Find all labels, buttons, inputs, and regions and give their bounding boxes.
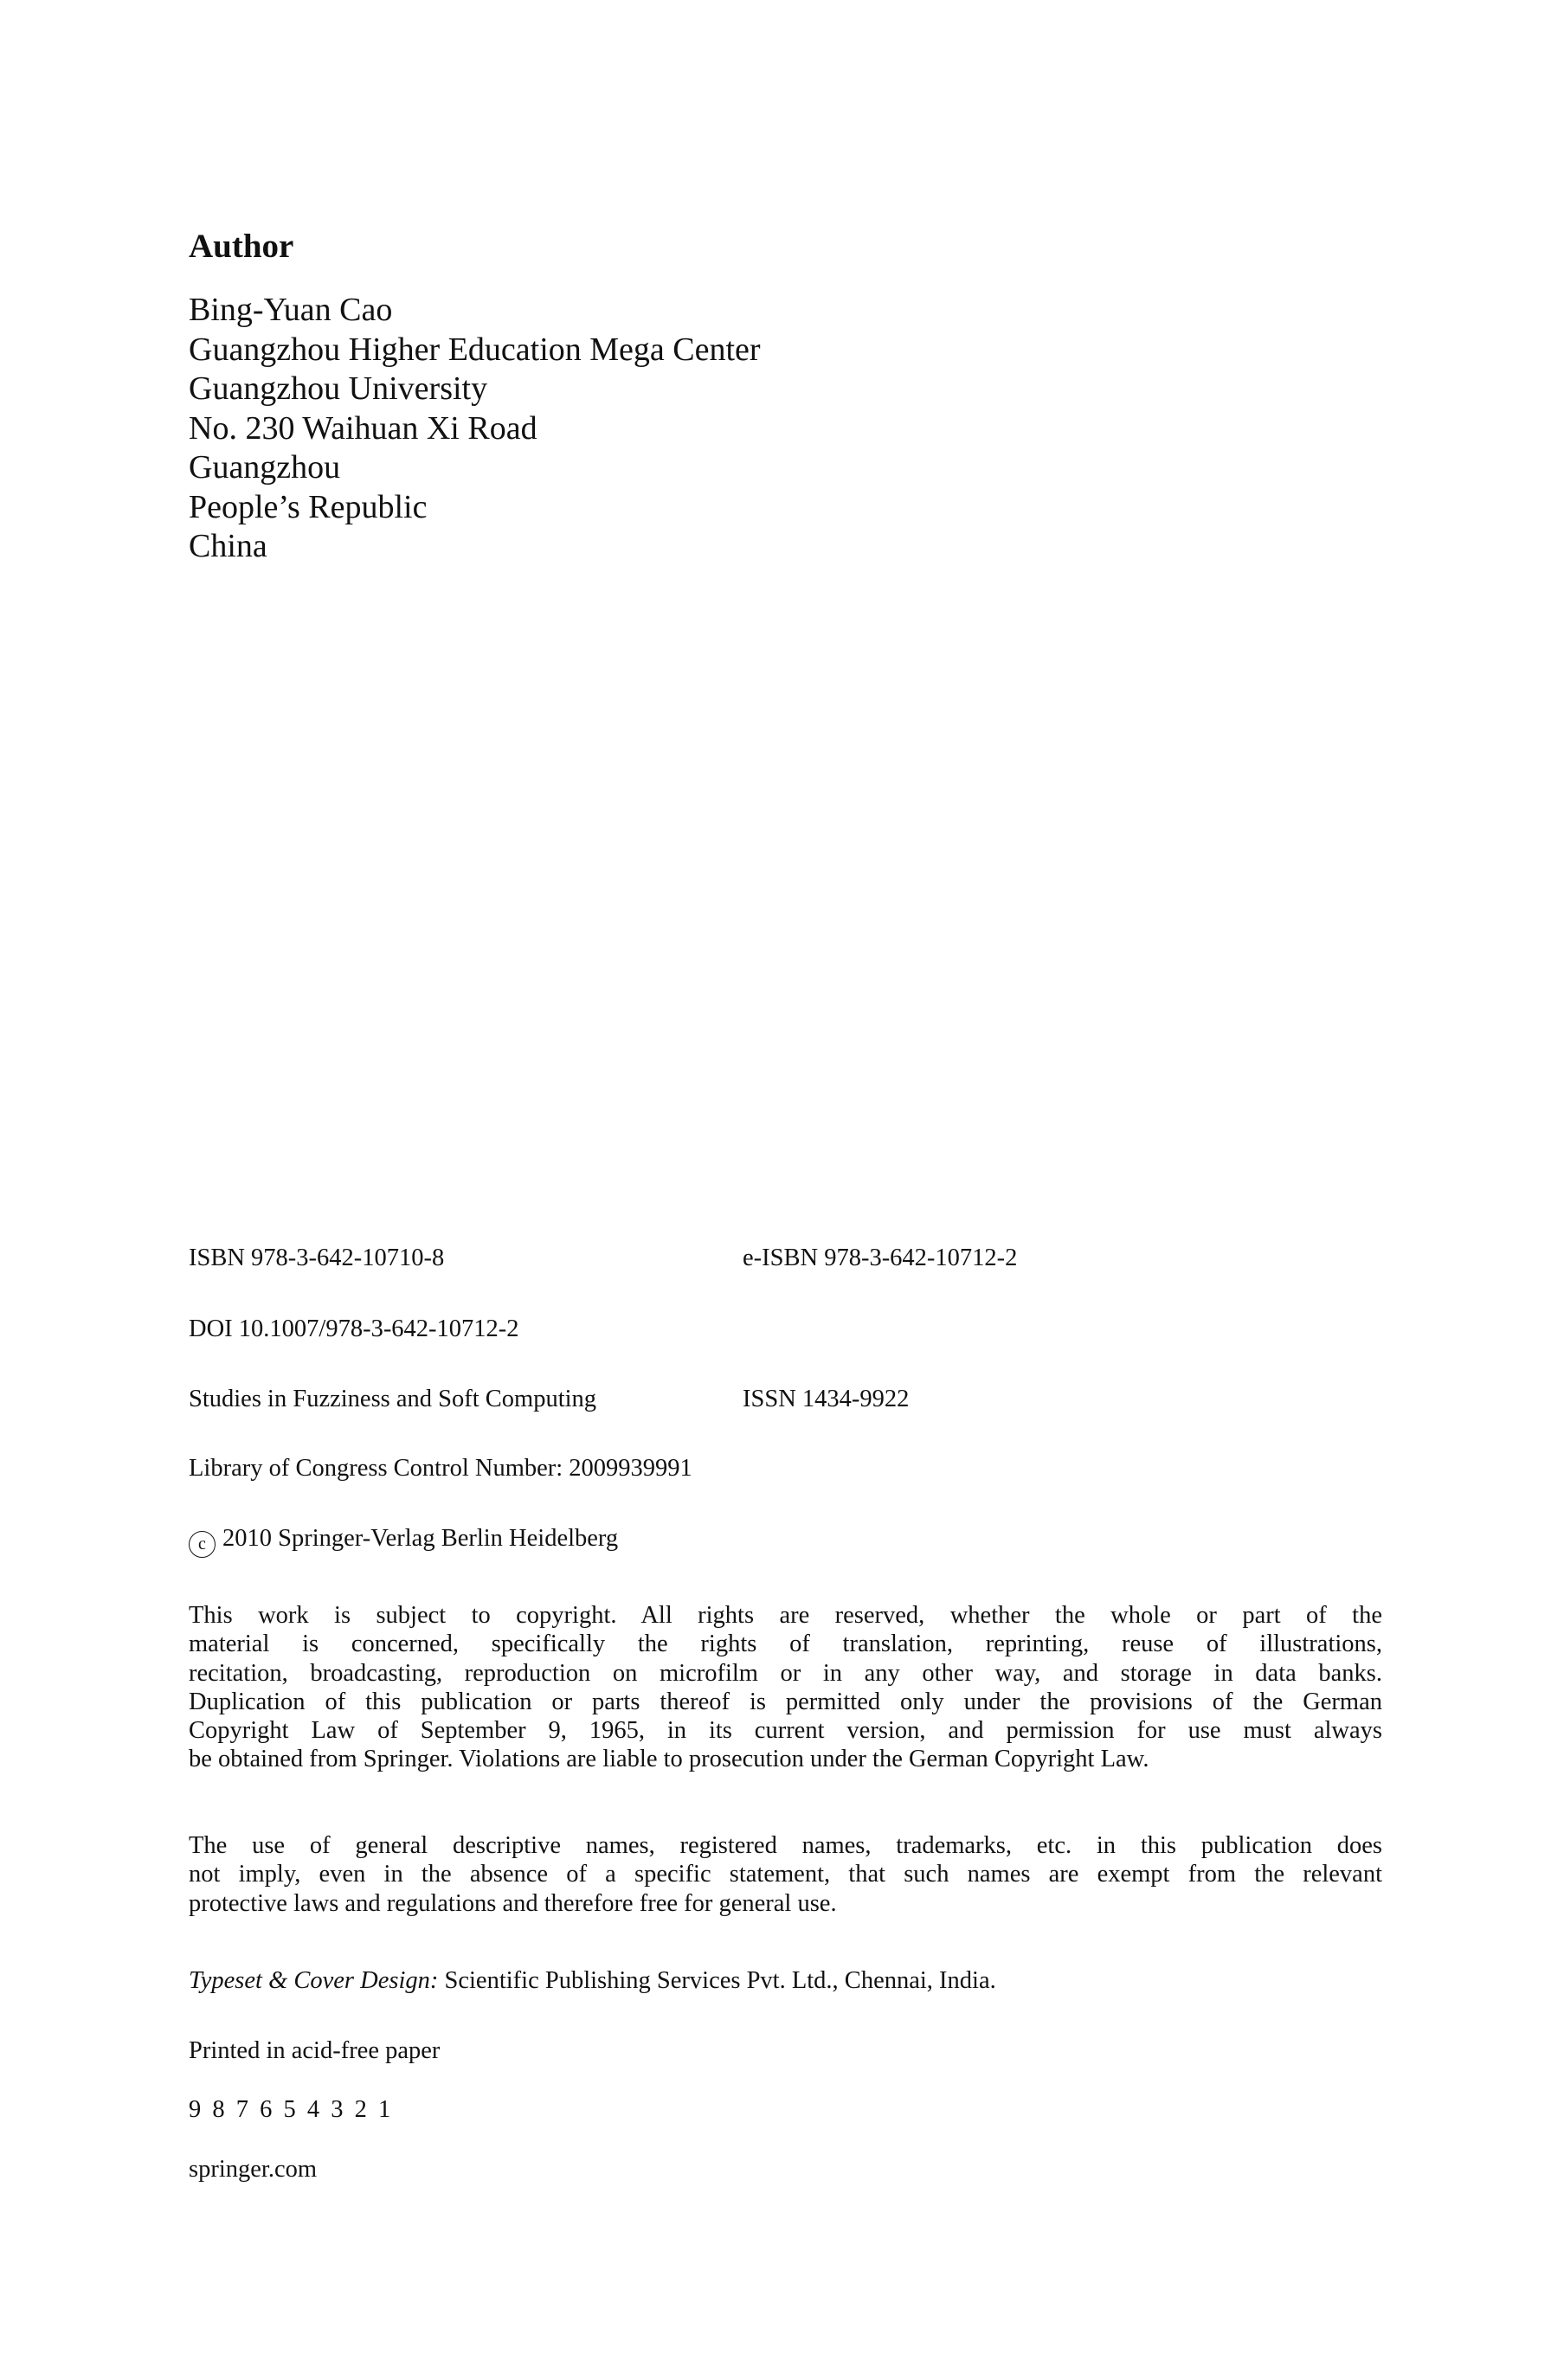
doi: DOI 10.1007/978-3-642-10712-2: [189, 1315, 519, 1342]
author-name: Bing-Yuan Cao: [189, 292, 393, 328]
publisher-website: springer.com: [189, 2156, 318, 2183]
trademark-notice-paragraph: [189, 1831, 1382, 1918]
paragraph-line: be obtained from Springer. Violations are liable to prosecution under the German Copyright Law.: [189, 1746, 1149, 1773]
author-address-line: No. 230 Waihuan Xi Road: [189, 409, 537, 447]
paragraph-line: protective laws and regulations and therefore free for general use.: [189, 1889, 837, 1917]
series-row: [189, 1385, 1382, 1413]
lccn: Library of Congress Control Number: 2009939991: [189, 1455, 692, 1482]
paragraph-line: recitation, broadcasting, reproduction on microfilm or in any other way, and storage in data banks.: [189, 1659, 1382, 1687]
author-address-line: Guangzhou: [189, 449, 341, 486]
printer-number-line: 9 8 7 6 5 4 3 2 1: [189, 2096, 394, 2123]
typeset-credit: [189, 1966, 1382, 1995]
author-address-line: Guangzhou University: [189, 370, 488, 407]
isbn: ISBN 978-3-642-10710-8: [189, 1245, 445, 1271]
author-address-line: China: [189, 528, 267, 564]
isbn-row: [189, 1244, 1382, 1272]
issn: ISSN 1434-9922: [743, 1386, 910, 1412]
copyright-notice-paragraph: [189, 1601, 1382, 1774]
paragraph-line: Duplication of this publication or parts thereof is permitted only under the provisions of the German: [189, 1688, 1382, 1715]
author-address: [189, 291, 761, 567]
author-heading: Author: [189, 228, 294, 265]
copyright-line: [189, 1524, 1382, 1558]
author-address-line: Guangzhou Higher Education Mega Center: [189, 331, 761, 368]
e-isbn: e-ISBN 978-3-642-10712-2: [743, 1245, 1018, 1271]
paragraph-line: This work is subject to copyright. All rights are reserved, whether the whole or part of the: [189, 1602, 1382, 1629]
typeset-text: Scientific Publishing Services Pvt. Ltd., Chennai, India.: [444, 1967, 996, 1994]
typeset-label: Typeset & Cover Design:: [189, 1967, 439, 1994]
paragraph-line: material is concerned, specifically the rights of translation, reprinting, reuse of illustrations,: [189, 1631, 1382, 1658]
copyright-text: 2010 Springer-Verlag Berlin Heidelberg: [222, 1525, 619, 1552]
paragraph-line: Copyright Law of September 9, 1965, in its current version, and permission for use must always: [189, 1717, 1382, 1745]
author-address-line: People’s Republic: [189, 488, 428, 525]
series-title: Studies in Fuzziness and Soft Computing: [189, 1386, 597, 1412]
printed-note: Printed in acid-free paper: [189, 2037, 441, 2064]
paragraph-line: The use of general descriptive names, registered names, trademarks, etc. in this publication does: [189, 1832, 1382, 1859]
copyright-symbol-icon: c: [189, 1531, 216, 1558]
paragraph-line: not imply, even in the absence of a specific statement, that such names are exempt from the relevant: [189, 1861, 1382, 1888]
